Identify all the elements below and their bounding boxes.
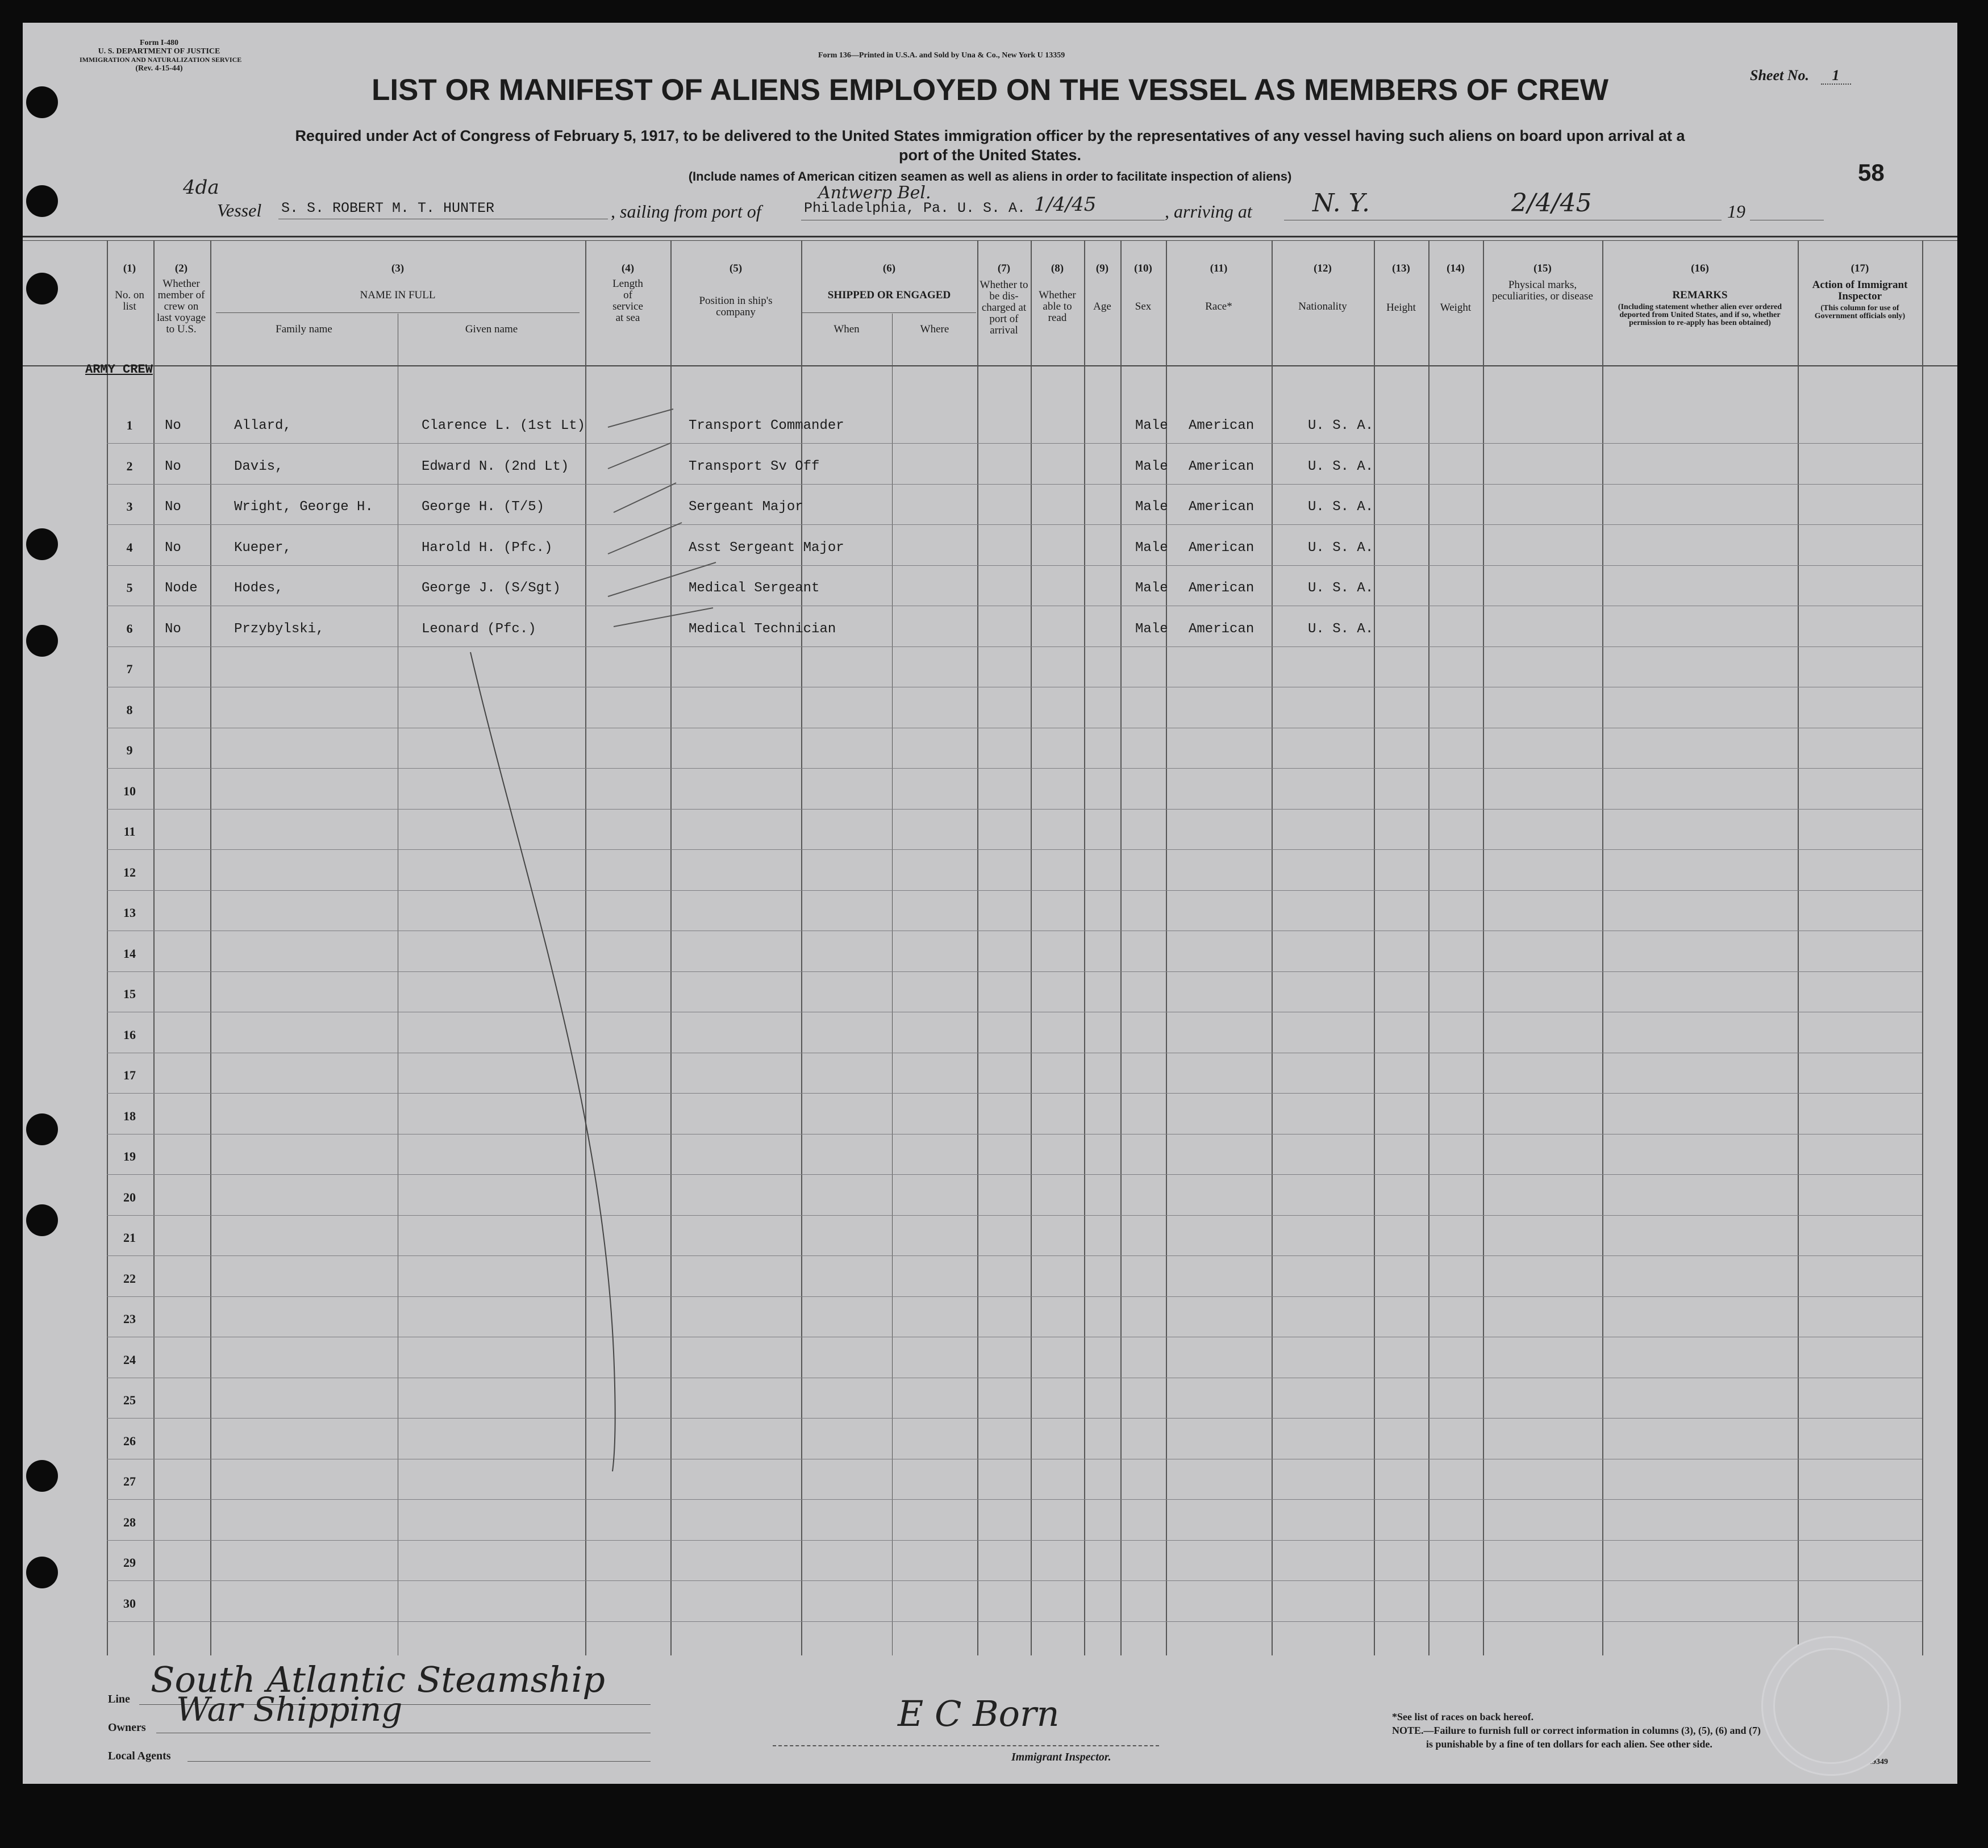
col-label-12: Nationality — [1298, 301, 1347, 312]
line-label: Line — [108, 1693, 130, 1705]
row-number: 4 — [126, 540, 133, 554]
races-note: *See list of races on back hereof. — [1392, 1711, 1534, 1722]
service: IMMIGRATION AND NATURALIZATION SERVICE — [80, 56, 242, 64]
race-cell: American — [1189, 499, 1255, 515]
col-num-17: (17) — [1851, 262, 1869, 274]
row-number: 8 — [126, 702, 133, 717]
vessel-note: 4da — [183, 176, 219, 199]
crew-previous-voyage-cell: No — [165, 458, 181, 474]
crew-previous-voyage-cell: No — [165, 621, 181, 637]
agents-label: Local Agents — [108, 1750, 171, 1762]
col-num-8: (8) — [1051, 262, 1064, 274]
owners-label: Owners — [108, 1721, 146, 1734]
crew-previous-voyage-cell: No — [165, 540, 181, 556]
family-name-cell: Kueper, — [234, 540, 291, 556]
col-num-3: (3) — [391, 262, 405, 274]
col-label-1: No. on list — [115, 289, 144, 312]
col-sub-when: When — [833, 323, 860, 335]
col-num-1: (1) — [123, 262, 136, 274]
position-cell: Transport Commander — [689, 418, 844, 433]
row-number: 10 — [123, 783, 136, 798]
arriving-label: , arriving at — [1165, 201, 1252, 222]
col-num-2: (2) — [174, 262, 188, 274]
col-label-17: Action of Immigrant Inspector — [1812, 279, 1908, 302]
row-number: 18 — [123, 1108, 136, 1123]
signature-line — [773, 1745, 1159, 1746]
col-sub-where: Where — [920, 323, 949, 335]
given-name-cell: Harold H. (Pfc.) — [422, 540, 553, 556]
crew-previous-voyage-cell: No — [165, 499, 181, 515]
col-label-7: Whether to be dis-charged at port of arrival — [980, 279, 1028, 336]
row-number: 30 — [123, 1596, 136, 1611]
subtitle-line-2: port of the United States. — [898, 147, 1081, 164]
nationality-cell: U. S. A. — [1308, 499, 1374, 515]
row-number: 24 — [123, 1352, 136, 1367]
col-label-14: Weight — [1440, 302, 1472, 314]
col-sub-family: Family name — [276, 323, 332, 335]
sex-cell: Male — [1135, 418, 1168, 433]
row-number: 21 — [123, 1230, 136, 1245]
row-number: 20 — [123, 1190, 136, 1204]
year-label: 19 — [1727, 201, 1745, 222]
race-cell: American — [1189, 540, 1255, 556]
row-number: 9 — [126, 743, 133, 757]
note-line-2: is punishable by a fine of ten dollars for each alien. See other side. — [1426, 1738, 1712, 1750]
row-number: 11 — [123, 824, 136, 839]
agents-underline — [187, 1761, 651, 1762]
nationality-cell: U. S. A. — [1308, 621, 1374, 637]
sex-cell: Male — [1135, 499, 1168, 515]
col-num-7: (7) — [997, 262, 1011, 274]
col-num-14: (14) — [1447, 262, 1465, 274]
col-label-5: Position in ship's company — [699, 295, 773, 318]
row-number: 5 — [126, 581, 133, 595]
sailing-date: 1/4/45 — [1034, 193, 1097, 216]
nationality-cell: U. S. A. — [1308, 458, 1374, 474]
subtitle-line-3: (Include names of American citizen seamen as well as aliens in order to facilitate inspection of aliens) — [688, 169, 1292, 183]
arriving-value: N. Y. — [1312, 189, 1370, 218]
col-num-12: (12) — [1314, 262, 1332, 274]
department: U. S. DEPARTMENT OF JUSTICE — [98, 47, 220, 56]
col-num-11: (11) — [1210, 262, 1228, 274]
position-cell: Asst Sergeant Major — [689, 540, 844, 556]
sheet-label: Sheet No. — [1750, 67, 1809, 84]
manifest-sheet — [23, 23, 1957, 1784]
row-number: 26 — [123, 1433, 136, 1448]
col-label-8: Whether able to read — [1039, 289, 1076, 324]
col-label-2: Whether member of crew on last voyage to U.S. — [157, 278, 206, 335]
race-cell: American — [1189, 418, 1255, 433]
sheet-value: 1 — [1821, 67, 1851, 85]
race-cell: American — [1189, 581, 1255, 596]
family-name-cell: Allard, — [234, 418, 291, 433]
row-number: 22 — [123, 1271, 136, 1286]
col-label-13: Height — [1386, 302, 1416, 314]
form-code: 16—19349 — [1852, 1758, 1888, 1766]
row-number: 14 — [123, 946, 136, 961]
position-cell: Transport Sv Off — [689, 458, 820, 474]
position-cell: Medical Technician — [689, 621, 836, 637]
sex-cell: Male — [1135, 458, 1168, 474]
row-number: 13 — [123, 906, 136, 920]
row-number: 15 — [123, 987, 136, 1001]
row-number: 28 — [123, 1515, 136, 1529]
race-cell: American — [1189, 621, 1255, 637]
row-number: 25 — [123, 1393, 136, 1407]
sailing-label: , sailing from port of — [611, 201, 761, 222]
row-number: 2 — [126, 458, 133, 473]
sex-cell: Male — [1135, 621, 1168, 637]
given-name-cell: Clarence L. (1st Lt) — [422, 418, 586, 433]
col-label-10: Sex — [1135, 301, 1152, 312]
given-name-cell: Leonard (Pfc.) — [422, 621, 536, 637]
col-label-4: Length of service at sea — [612, 278, 643, 324]
col-label-3: NAME IN FULL — [360, 289, 436, 301]
section-label: ARMY CREW — [85, 362, 153, 377]
row-number: 17 — [123, 1068, 136, 1082]
family-name-cell: Hodes, — [234, 581, 284, 596]
subtitle-line-1: Required under Act of Congress of February 5, 1917, to be delivered to the United States immigration officer by the representatives of any vessel having such aliens on board upon arrival at a — [295, 127, 1685, 144]
row-number: 7 — [126, 662, 133, 676]
given-name-cell: George H. (T/5) — [422, 499, 545, 515]
row-number: 12 — [123, 865, 136, 879]
row-number: 16 — [123, 1027, 136, 1042]
crew-previous-voyage-cell: Node — [165, 581, 198, 596]
form-number: Form I-480 — [139, 39, 179, 47]
family-name-cell: Przybylski, — [234, 621, 324, 637]
race-cell: American — [1189, 458, 1255, 474]
col-num-16: (16) — [1691, 262, 1709, 274]
row-number: 23 — [123, 1312, 136, 1326]
col-sub-given: Given name — [465, 323, 518, 335]
given-name-cell: George J. (S/Sgt) — [422, 581, 561, 596]
sailing-value: Philadelphia, Pa. U. S. A. — [804, 200, 1026, 216]
given-name-cell: Edward N. (2nd Lt) — [422, 458, 569, 474]
inspector-label: Immigrant Inspector. — [1011, 1751, 1111, 1763]
col-num-10: (10) — [1134, 262, 1152, 274]
col-num-9: (9) — [1095, 262, 1109, 274]
sex-cell: Male — [1135, 581, 1168, 596]
nationality-cell: U. S. A. — [1308, 581, 1374, 596]
position-cell: Sergeant Major — [689, 499, 803, 515]
col-num-4: (4) — [621, 262, 635, 274]
owners-value: War Shipping — [176, 1690, 403, 1729]
row-number: 19 — [123, 1149, 136, 1163]
page-title: LIST OR MANIFEST OF ALIENS EMPLOYED ON THE VESSEL AS MEMBERS OF CREW — [371, 73, 1609, 107]
line-value: South Atlantic Steamship — [151, 1659, 605, 1700]
col-num-5: (5) — [729, 262, 743, 274]
row-number: 27 — [123, 1474, 136, 1488]
revision: (Rev. 4-15-44) — [135, 64, 183, 73]
nationality-cell: U. S. A. — [1308, 418, 1374, 433]
crew-previous-voyage-cell: No — [165, 418, 181, 433]
sailing-hand: Antwerp Bel. — [818, 183, 931, 203]
family-name-cell: Davis, — [234, 458, 284, 474]
nationality-cell: U. S. A. — [1308, 540, 1374, 556]
position-cell: Medical Sergeant — [689, 581, 820, 596]
family-name-cell: Wright, George H. — [234, 499, 373, 515]
col-num-13: (13) — [1392, 262, 1410, 274]
col-label-16: REMARKS — [1672, 289, 1728, 301]
printer-line: Form 136—Printed in U.S.A. and Sold by Una & Co., New York U 13359 — [818, 51, 1065, 60]
row-number: 3 — [126, 499, 133, 514]
col-label-9: Age — [1093, 301, 1111, 312]
pencil-marks — [23, 23, 1957, 1784]
vessel-label: Vessel — [217, 200, 262, 220]
col-sub-remarks: (Including statement whether alien ever ordered deported from United States, and if so, whether permission to re-apply has been obtained) — [1618, 303, 1782, 327]
col-label-6: SHIPPED OR ENGAGED — [827, 289, 951, 301]
col-label-15: Physical marks, peculiarities, or disease — [1492, 279, 1593, 302]
col-num-6: (6) — [882, 262, 896, 274]
vessel-value: S. S. ROBERT M. T. HUNTER — [281, 200, 495, 216]
arrival-date: 2/4/45 — [1511, 189, 1592, 218]
col-label-11: Race* — [1205, 301, 1232, 312]
inspector-signature: E C Born — [898, 1693, 1060, 1734]
col-num-15: (15) — [1533, 262, 1552, 274]
col-sub-inspector: (This column for use of Government officials only) — [1814, 304, 1906, 320]
note-line-1: NOTE.—Failure to furnish full or correct information in columns (3), (5), (6) and (7) — [1392, 1725, 1761, 1736]
row-number: 29 — [123, 1555, 136, 1570]
sex-cell: Male — [1135, 540, 1168, 556]
row-number: 1 — [126, 418, 133, 432]
page-number: 58 — [1858, 159, 1885, 186]
embossed-seal — [1761, 1636, 1901, 1776]
row-number: 6 — [126, 621, 133, 636]
